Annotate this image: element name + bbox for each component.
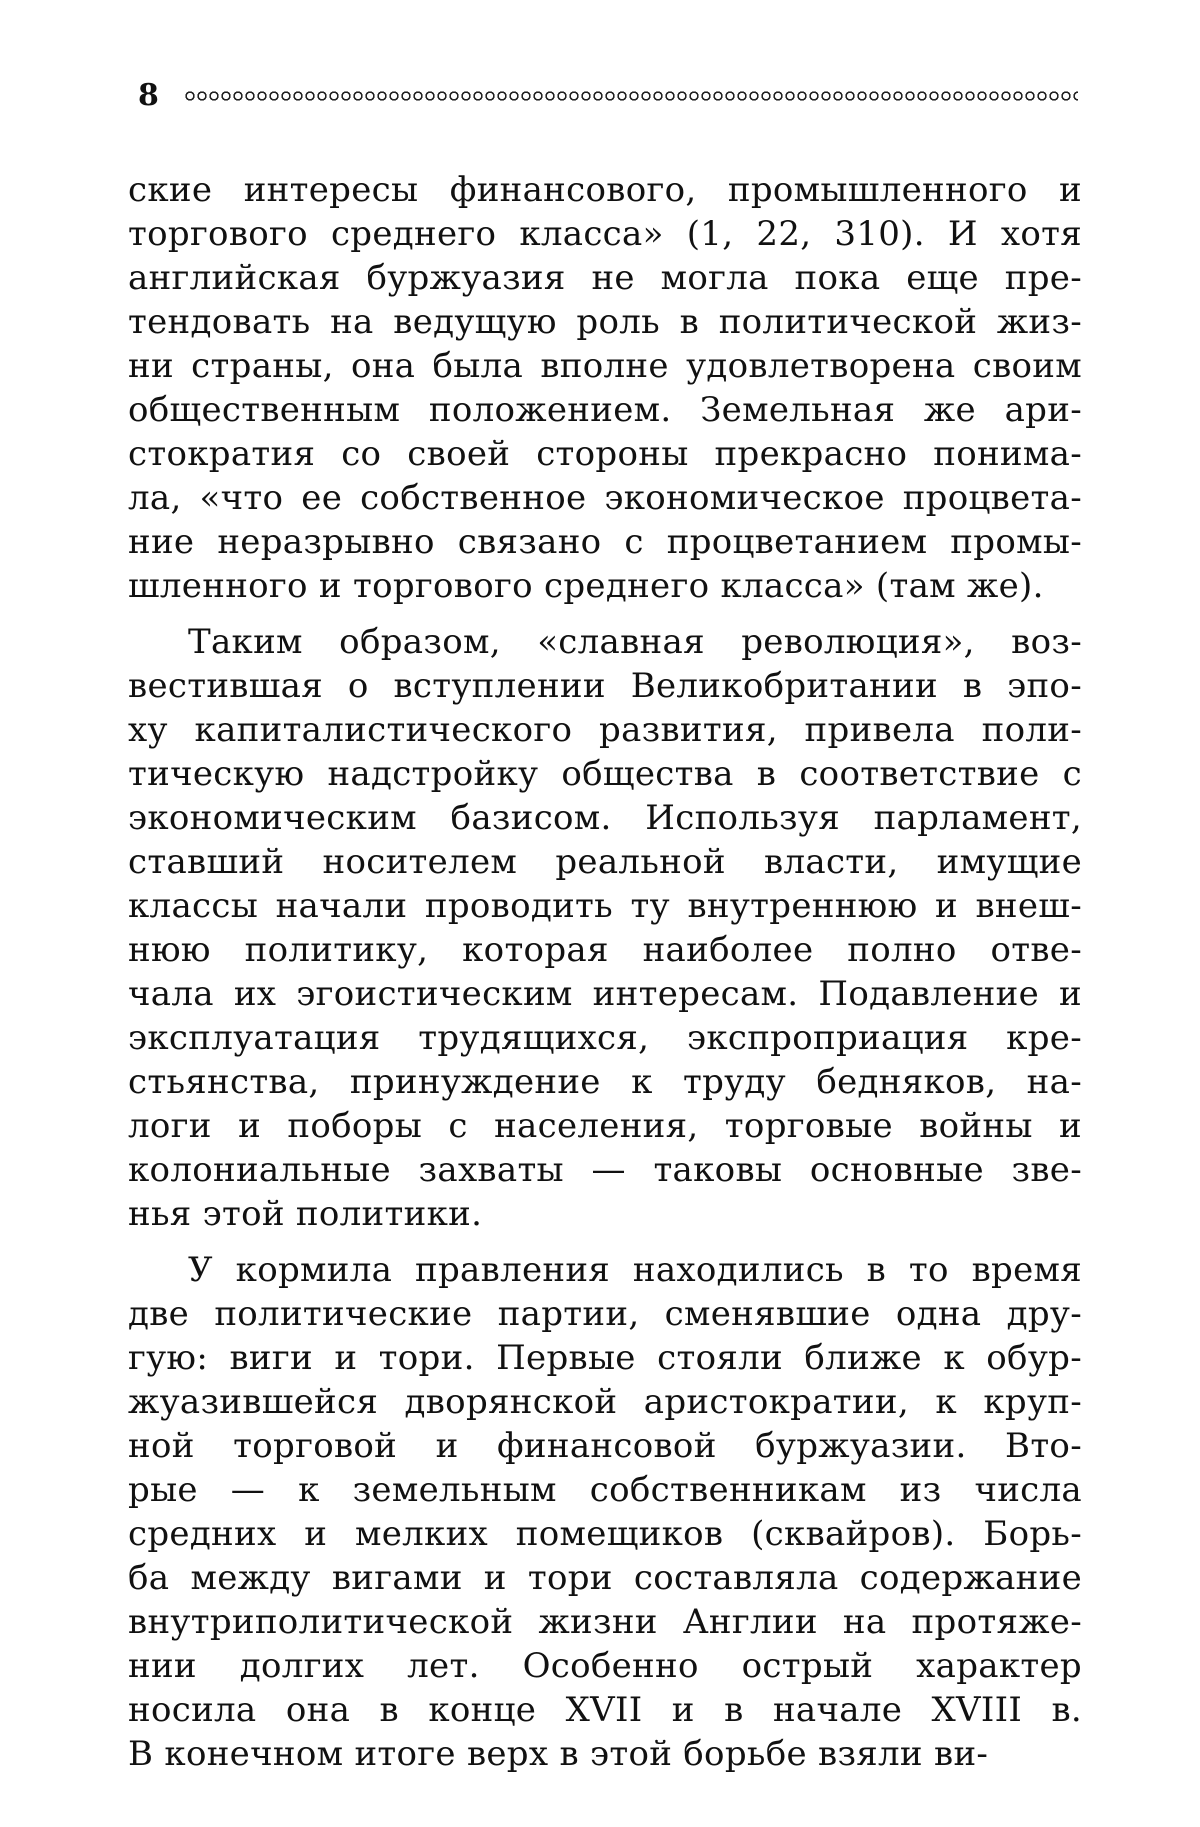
text-line: две политические партии, сменявшие одна дру- [128,1294,1082,1334]
paragraph-gap [128,1236,1082,1248]
text-line: классы начали проводить ту внутреннюю и внеш- [128,886,1082,926]
text-line: жуазившейся дворянской аристократии, к круп- [128,1382,1082,1422]
text-line: вестившая о вступлении Великобритании в эпо- [128,666,1082,706]
text-line: нии долгих лет. Особенно острый характер [128,1646,1082,1686]
text-line: стьянства, принуждение к труду бедняков, на- [128,1062,1082,1102]
text-line: ла, «что ее собственное экономическое процвета- [128,478,1082,518]
paragraph-gap [128,608,1082,620]
text-line: ба между вигами и тори составляла содержание [128,1558,1082,1598]
paragraph [128,168,1082,608]
text-line: стократия со своей стороны прекрасно понима- [128,434,1082,474]
text-line: ху капиталистического развития, привела поли- [128,710,1082,750]
text-line: У кормила правления находились в то время [188,1250,1082,1290]
ornament-rule-icon [184,90,1078,102]
text-line: шленного и торгового среднего класса» (там же). [128,566,1044,606]
text-line: колониальные захваты — таковы основные зве- [128,1150,1082,1190]
text-line: логи и поборы с населения, торговые войны и [128,1106,1082,1146]
text-line: носила она в конце XVII и в начале XVIII в. [128,1690,1082,1730]
text-line: эксплуатация трудящихся, экспроприация кре- [128,1018,1082,1058]
text-line: торгового среднего класса» (1, 22, 310). И хотя [128,214,1082,254]
text-line: тендовать на ведущую роль в политической жиз- [128,302,1082,342]
text-line: гую: виги и тори. Первые стояли ближе к обур- [128,1338,1082,1378]
text-line: нюю политику, которая наиболее полно отве- [128,930,1082,970]
paragraph [128,1248,1082,1776]
text-line: ставший носителем реальной власти, имущие [128,842,1082,882]
text-line: общественным положением. Земельная же ари- [128,390,1082,430]
text-line: ние неразрывно связано с процветанием промы- [128,522,1082,562]
text-line: рые — к земельным собственникам из числа [128,1470,1082,1510]
text-line: внутриполитической жизни Англии на протяже- [128,1602,1082,1642]
text-line: экономическим базисом. Используя парламент, [128,798,1082,838]
text-line: средних и мелких помещиков (сквайров). Борь- [128,1514,1082,1554]
text-line: ские интересы финансового, промышленного и [128,170,1082,210]
text-line: чала их эгоистическим интересам. Подавление и [128,974,1082,1014]
text-line: ни страны, она была вполне удовлетворена своим [128,346,1082,386]
text-line: нья этой политики. [128,1194,483,1234]
page-header [138,76,1078,116]
page-number: 8 [138,78,159,113]
text-line: В конечном итоге верх в этой борьбе взяли ви- [128,1734,989,1774]
body-text [128,168,1082,1776]
text-line: Таким образом, «славная революция», воз- [188,622,1082,662]
paragraph [128,620,1082,1236]
text-line: тическую надстройку общества в соответствие с [128,754,1082,794]
text-line: английская буржуазия не могла пока еще пре- [128,258,1082,298]
text-line: ной торговой и финансовой буржуазии. Вто- [128,1426,1082,1466]
